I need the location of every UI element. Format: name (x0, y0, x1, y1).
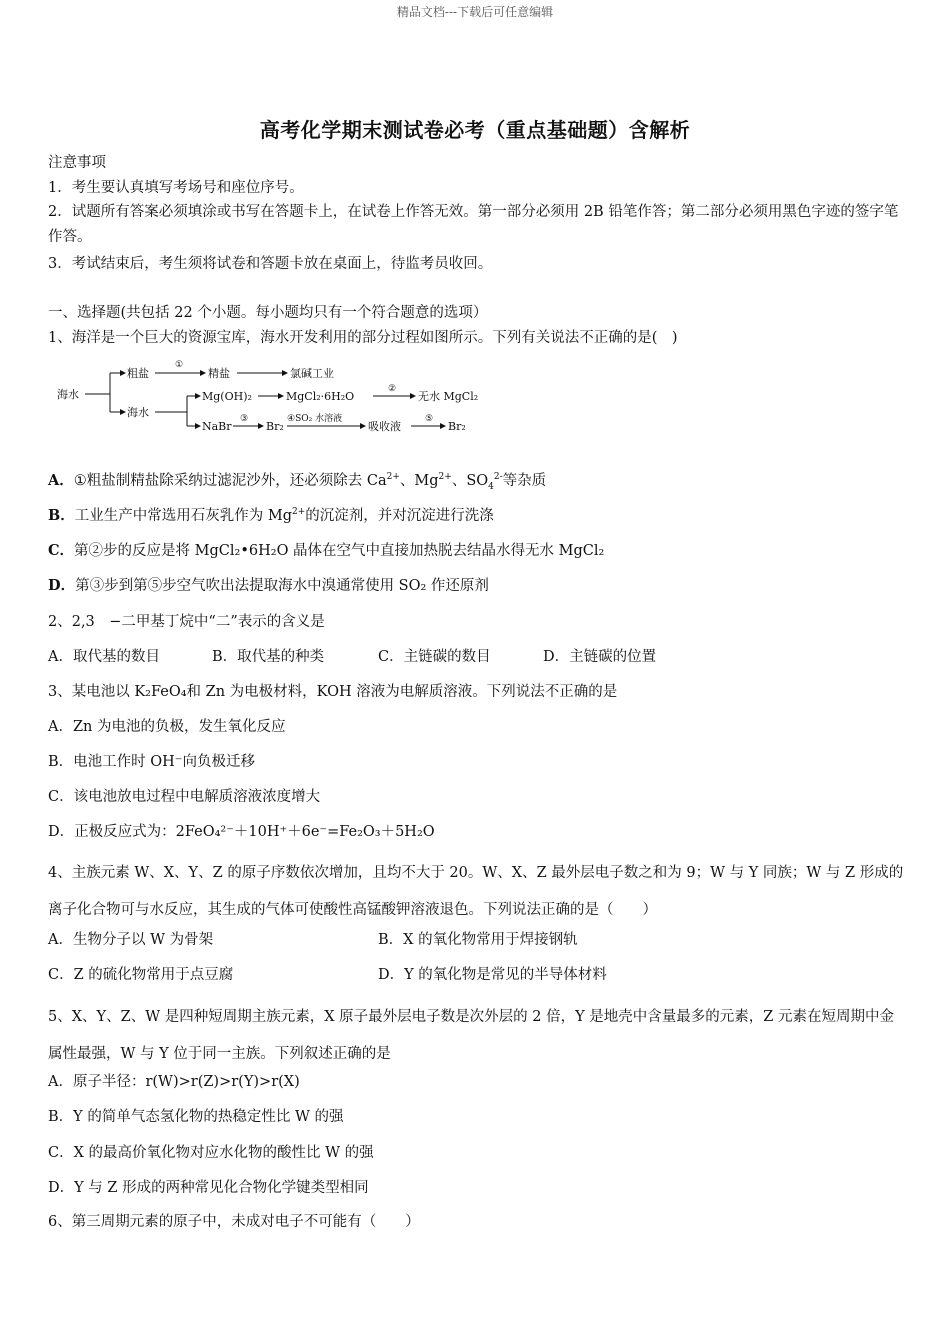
question-stem: 6、第三周期元素的原子中，未成对电子不可能有（ ） (48, 1214, 420, 1230)
charge: 2+ (386, 472, 400, 483)
notice-item: 3．考试结束后，考生须将试卷和答题卡放在桌面上，待监考员收回。 (48, 256, 493, 272)
option-d[interactable]: D．正极反应式为：2FeO₄²⁻＋10H⁺＋6e⁻=Fe₂O₃＋5H₂O (48, 824, 435, 840)
charge: 2- (493, 472, 503, 483)
notice-item: 1．考生要认真填写考场号和座位序号。 (48, 180, 304, 196)
charge: 2+ (292, 507, 306, 518)
diag-nabr: NaBr (202, 420, 232, 433)
option-a[interactable] (48, 471, 546, 491)
option-text: 、Mg (399, 473, 439, 489)
option-a[interactable]: A．原子半径：r(W)>r(Z)>r(Y)>r(X) (48, 1074, 300, 1090)
option-a[interactable]: A．生物分子以 W 为骨架 (48, 932, 214, 948)
diag-absorb: 吸收液 (368, 420, 401, 433)
option-a[interactable]: A．Zn 为电池的负极，发生氧化反应 (48, 719, 286, 735)
question-stem: 1、海洋是一个巨大的资源宝库，海水开发利用的部分过程如图所示。下列有关说法不正确的是( ) (48, 330, 678, 346)
option-label: A． (48, 472, 74, 489)
page-title: 高考化学期末测试卷必考（重点基础题）含解析 (259, 118, 691, 142)
option-b[interactable]: B．X 的氧化物常用于焊接钢轨 (378, 932, 578, 948)
option-c[interactable]: C．该电池放电过程中电解质溶液浓度增大 (48, 789, 321, 805)
question-stem: 5、X、Y、Z、W 是四种短周期主族元素，X 原子最外层电子数是次外层的 2 倍，Y 是地壳中含量最多的元素，Z 元素在短周期中金属性最强，W 与 Y 位于同一主族。下列叙述正确的是 (48, 1009, 894, 1062)
option-d[interactable] (48, 576, 489, 596)
option-b[interactable]: B．Y 的简单气态氢化物的热稳定性比 W 的强 (48, 1109, 344, 1125)
page-header: 精品文档---下载后可任意编辑 (396, 5, 554, 19)
diag-mgcl2-hydrate: MgCl₂·6H₂O (286, 390, 355, 403)
option-text: ①粗盐制精盐除采纳过滤泥沙外，还必须除去 Ca (73, 473, 387, 489)
notice-heading: 注意事项 (48, 155, 106, 171)
option-c[interactable]: C．主链碳的数目 (378, 649, 491, 665)
diag-anhydrous: 无水 MgCl₂ (418, 390, 479, 403)
charge: 2+ (438, 472, 452, 483)
diag-seawater-2: 海水 (127, 406, 149, 419)
diag-br2-a: Br₂ (266, 420, 284, 433)
option-text: 等杂质 (502, 473, 547, 489)
diag-mgoh2: Mg(OH)₂ (202, 390, 252, 403)
option-text: 第③步到第⑤步空气吹出法提取海水中溴通常使用 SO₂ 作还原剂 (75, 578, 489, 594)
option-d[interactable]: D．主链碳的位置 (543, 649, 657, 665)
diag-refined-salt: 精盐 (208, 367, 230, 380)
option-b[interactable]: B．电池工作时 OH⁻向负极迁移 (48, 754, 255, 770)
option-c[interactable]: C．X 的最高价氧化物对应水化物的酸性比 W 的强 (48, 1145, 374, 1161)
diag-br2-b: Br₂ (448, 420, 466, 433)
option-label: C． (48, 542, 75, 559)
option-a[interactable]: A．取代基的数目 (48, 649, 160, 665)
diag-step4: ④SO₂ 水溶液 (287, 414, 343, 424)
question-stem: 2、2,3 −二甲基丁烷中“二”表示的含义是 (48, 614, 325, 630)
option-d[interactable]: D．Y 的氧化物是常见的半导体材料 (378, 967, 607, 983)
option-b[interactable]: B．取代基的种类 (212, 649, 325, 665)
diag-step1: ① (175, 360, 184, 370)
diag-step2: ② (388, 384, 397, 394)
notice-item: 2．试题所有答案必须填涂或书写在答题卡上，在试卷上作答无效。第一部分必须用 2B 铅笔作答；第二部分必须用黑色字迹的签字笔作答。 (48, 204, 899, 245)
option-text: 、SO (451, 473, 489, 489)
process-diagram (55, 355, 505, 440)
subscript: 4 (488, 481, 494, 492)
option-d[interactable]: D．Y 与 Z 形成的两种常见化合物化学键类型相同 (48, 1180, 369, 1196)
question-stem: 4、主族元素 W、X、Y、Z 的原子序数依次增加，且均不大于 20。W、X、Z 最外层电子数之和为 9；W 与 Y 同族；W 与 Z 形成的离子化合物可与水反应，其生成的气体可使酸性高锰酸钾溶液退色。下列说法正确的是（ ） (48, 865, 904, 918)
option-c[interactable]: C．Z 的硫化物常用于点豆腐 (48, 967, 234, 983)
section-heading: 一、选择题(共包括 22 个小题。每小题均只有一个符合题意的选项） (48, 305, 488, 321)
diag-step5: ⑤ (425, 414, 434, 424)
question-stem: 3、某电池以 K₂FeO₄和 Zn 为电极材料，KOH 溶液为电解质溶液。下列说法不正确的是 (48, 684, 618, 700)
option-label: B． (48, 507, 75, 524)
diag-chlor-alkali: 氯碱工业 (290, 367, 334, 380)
option-c[interactable] (48, 541, 604, 561)
option-text: 第②步的反应是将 MgCl₂•6H₂O 晶体在空气中直接加热脱去结晶水得无水 MgCl₂ (74, 543, 605, 559)
diag-crude-salt: 粗盐 (127, 367, 149, 380)
option-text: 工业生产中常选用石灰乳作为 Mg (74, 508, 293, 524)
option-b[interactable] (48, 506, 494, 526)
option-label: D． (48, 577, 76, 594)
option-text: 的沉淀剂，并对沉淀进行洗涤 (305, 508, 494, 524)
diag-seawater: 海水 (57, 388, 79, 401)
diag-step3: ③ (240, 414, 249, 424)
